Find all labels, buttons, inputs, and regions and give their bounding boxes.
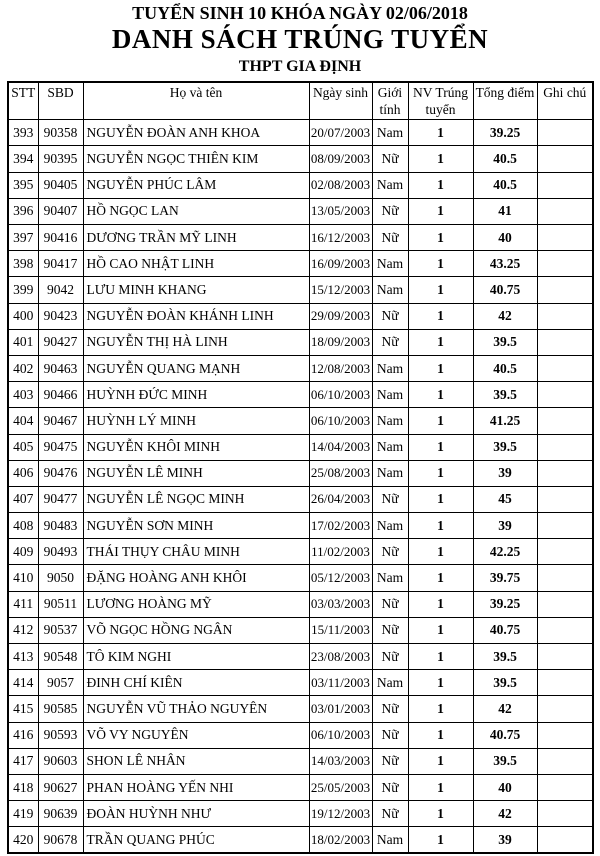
cell-gender: Nam <box>372 408 408 434</box>
cell-name: NGUYỄN VŨ THẢO NGUYÊN <box>83 696 309 722</box>
cell-score: 45 <box>473 486 537 512</box>
table-row <box>8 774 593 800</box>
cell-gender: Nam <box>372 565 408 591</box>
cell-sbd: 90395 <box>38 146 83 172</box>
table-row <box>8 198 593 224</box>
cell-name: TÔ KIM NGHI <box>83 644 309 670</box>
cell-stt: 404 <box>8 408 38 434</box>
cell-dob: 06/10/2003 <box>309 408 372 434</box>
cell-name: PHAN HOÀNG YẾN NHI <box>83 774 309 800</box>
admission-table <box>7 81 594 854</box>
cell-score: 39 <box>473 460 537 486</box>
table-row <box>8 460 593 486</box>
cell-gender: Nam <box>372 355 408 381</box>
cell-nv: 1 <box>408 382 473 408</box>
document-title-session: TUYỂN SINH 10 KHÓA NGÀY 02/06/2018 <box>132 3 468 23</box>
cell-dob: 14/03/2003 <box>309 748 372 774</box>
cell-score: 40 <box>473 774 537 800</box>
cell-note <box>537 565 593 591</box>
cell-nv: 1 <box>408 146 473 172</box>
cell-gender: Nữ <box>372 591 408 617</box>
cell-nv: 1 <box>408 722 473 748</box>
cell-gender: Nữ <box>372 539 408 565</box>
cell-sbd: 90463 <box>38 355 83 381</box>
cell-stt: 396 <box>8 198 38 224</box>
cell-dob: 12/08/2003 <box>309 355 372 381</box>
cell-stt: 406 <box>8 460 38 486</box>
cell-note <box>537 460 593 486</box>
cell-gender: Nữ <box>372 303 408 329</box>
cell-stt: 402 <box>8 355 38 381</box>
cell-note <box>537 722 593 748</box>
cell-note <box>537 225 593 251</box>
cell-nv: 1 <box>408 565 473 591</box>
cell-dob: 13/05/2003 <box>309 198 372 224</box>
cell-note <box>537 748 593 774</box>
cell-sbd: 9057 <box>38 670 83 696</box>
table-row <box>8 513 593 539</box>
cell-name: TRẦN QUANG PHÚC <box>83 827 309 853</box>
cell-dob: 08/09/2003 <box>309 146 372 172</box>
cell-score: 39.5 <box>473 748 537 774</box>
cell-dob: 03/01/2003 <box>309 696 372 722</box>
cell-note <box>537 408 593 434</box>
column-header-score: Tổng điểm <box>473 82 537 120</box>
table-row <box>8 565 593 591</box>
cell-score: 42 <box>473 801 537 827</box>
cell-stt: 415 <box>8 696 38 722</box>
cell-nv: 1 <box>408 513 473 539</box>
table-row <box>8 591 593 617</box>
table-row <box>8 120 593 146</box>
cell-dob: 25/08/2003 <box>309 460 372 486</box>
column-header-sbd: SBD <box>38 82 83 120</box>
cell-score: 40.75 <box>473 617 537 643</box>
cell-note <box>537 382 593 408</box>
table-row <box>8 329 593 355</box>
cell-dob: 23/08/2003 <box>309 644 372 670</box>
table-row <box>8 303 593 329</box>
cell-gender: Nam <box>372 434 408 460</box>
cell-sbd: 90475 <box>38 434 83 460</box>
cell-nv: 1 <box>408 696 473 722</box>
cell-score: 39 <box>473 827 537 853</box>
cell-stt: 408 <box>8 513 38 539</box>
cell-nv: 1 <box>408 434 473 460</box>
cell-note <box>537 146 593 172</box>
cell-name: NGUYỄN KHÔI MINH <box>83 434 309 460</box>
cell-score: 39.5 <box>473 329 537 355</box>
cell-dob: 03/03/2003 <box>309 591 372 617</box>
cell-score: 39.25 <box>473 591 537 617</box>
column-header-stt: STT <box>8 82 38 120</box>
cell-gender: Nam <box>372 277 408 303</box>
cell-dob: 15/12/2003 <box>309 277 372 303</box>
cell-name: NGUYỄN LÊ NGỌC MINH <box>83 486 309 512</box>
cell-note <box>537 617 593 643</box>
cell-note <box>537 539 593 565</box>
cell-name: NGUYỄN NGỌC THIÊN KIM <box>83 146 309 172</box>
column-header-gender: Giới tính <box>372 82 408 120</box>
cell-dob: 14/04/2003 <box>309 434 372 460</box>
cell-sbd: 90405 <box>38 172 83 198</box>
cell-sbd: 90593 <box>38 722 83 748</box>
cell-score: 42 <box>473 696 537 722</box>
cell-nv: 1 <box>408 329 473 355</box>
column-header-name: Họ và tên <box>83 82 309 120</box>
cell-nv: 1 <box>408 408 473 434</box>
cell-stt: 400 <box>8 303 38 329</box>
cell-dob: 26/04/2003 <box>309 486 372 512</box>
cell-score: 42.25 <box>473 539 537 565</box>
cell-gender: Nữ <box>372 486 408 512</box>
cell-sbd: 90358 <box>38 120 83 146</box>
cell-note <box>537 670 593 696</box>
cell-gender: Nam <box>372 827 408 853</box>
cell-score: 39 <box>473 513 537 539</box>
table-row <box>8 644 593 670</box>
cell-gender: Nữ <box>372 722 408 748</box>
cell-nv: 1 <box>408 591 473 617</box>
cell-nv: 1 <box>408 225 473 251</box>
table-row <box>8 408 593 434</box>
cell-stt: 409 <box>8 539 38 565</box>
cell-stt: 395 <box>8 172 38 198</box>
cell-score: 39.5 <box>473 382 537 408</box>
cell-name: NGUYỄN LÊ MINH <box>83 460 309 486</box>
cell-gender: Nữ <box>372 748 408 774</box>
cell-sbd: 90427 <box>38 329 83 355</box>
cell-stt: 407 <box>8 486 38 512</box>
cell-score: 43.25 <box>473 251 537 277</box>
cell-nv: 1 <box>408 801 473 827</box>
cell-sbd: 90476 <box>38 460 83 486</box>
cell-name: LƯƠNG HOÀNG MỸ <box>83 591 309 617</box>
cell-note <box>537 172 593 198</box>
cell-name: NGUYỄN THỊ HÀ LINH <box>83 329 309 355</box>
cell-sbd: 90416 <box>38 225 83 251</box>
cell-sbd: 90585 <box>38 696 83 722</box>
cell-note <box>537 329 593 355</box>
cell-dob: 18/02/2003 <box>309 827 372 853</box>
cell-name: HỒ NGỌC LAN <box>83 198 309 224</box>
cell-sbd: 90467 <box>38 408 83 434</box>
cell-score: 40.5 <box>473 146 537 172</box>
column-header-note: Ghi chú <box>537 82 593 120</box>
cell-sbd: 90548 <box>38 644 83 670</box>
cell-nv: 1 <box>408 120 473 146</box>
cell-gender: Nam <box>372 382 408 408</box>
cell-name: ĐINH CHÍ KIÊN <box>83 670 309 696</box>
cell-score: 39.5 <box>473 670 537 696</box>
table-row <box>8 801 593 827</box>
cell-gender: Nam <box>372 120 408 146</box>
cell-stt: 419 <box>8 801 38 827</box>
table-row <box>8 225 593 251</box>
cell-gender: Nam <box>372 670 408 696</box>
cell-note <box>537 434 593 460</box>
cell-score: 39.5 <box>473 644 537 670</box>
cell-gender: Nữ <box>372 329 408 355</box>
cell-nv: 1 <box>408 774 473 800</box>
table-row <box>8 146 593 172</box>
cell-note <box>537 277 593 303</box>
cell-stt: 411 <box>8 591 38 617</box>
cell-name: HUỲNH ĐỨC MINH <box>83 382 309 408</box>
cell-score: 40.75 <box>473 277 537 303</box>
table-row <box>8 670 593 696</box>
cell-nv: 1 <box>408 172 473 198</box>
cell-dob: 17/02/2003 <box>309 513 372 539</box>
cell-stt: 413 <box>8 644 38 670</box>
cell-nv: 1 <box>408 355 473 381</box>
cell-score: 41.25 <box>473 408 537 434</box>
cell-score: 39.25 <box>473 120 537 146</box>
cell-sbd: 90477 <box>38 486 83 512</box>
cell-name: NGUYỄN QUANG MẠNH <box>83 355 309 381</box>
cell-note <box>537 251 593 277</box>
cell-gender: Nữ <box>372 696 408 722</box>
cell-dob: 02/08/2003 <box>309 172 372 198</box>
cell-dob: 05/12/2003 <box>309 565 372 591</box>
cell-sbd: 90603 <box>38 748 83 774</box>
cell-stt: 416 <box>8 722 38 748</box>
cell-nv: 1 <box>408 303 473 329</box>
cell-name: ĐOÀN HUỲNH NHƯ <box>83 801 309 827</box>
cell-note <box>537 120 593 146</box>
cell-gender: Nữ <box>372 146 408 172</box>
cell-note <box>537 198 593 224</box>
cell-dob: 25/05/2003 <box>309 774 372 800</box>
table-row <box>8 827 593 853</box>
cell-note <box>537 486 593 512</box>
cell-dob: 03/11/2003 <box>309 670 372 696</box>
cell-name: VÕ NGỌC HỒNG NGÂN <box>83 617 309 643</box>
cell-nv: 1 <box>408 748 473 774</box>
column-header-dob: Ngày sinh <box>309 82 372 120</box>
cell-score: 41 <box>473 198 537 224</box>
cell-nv: 1 <box>408 486 473 512</box>
cell-note <box>537 513 593 539</box>
cell-name: NGUYỄN PHÚC LÂM <box>83 172 309 198</box>
cell-dob: 06/10/2003 <box>309 382 372 408</box>
table-row <box>8 696 593 722</box>
cell-sbd: 90537 <box>38 617 83 643</box>
cell-sbd: 90483 <box>38 513 83 539</box>
cell-nv: 1 <box>408 670 473 696</box>
cell-nv: 1 <box>408 251 473 277</box>
cell-gender: Nam <box>372 513 408 539</box>
cell-stt: 410 <box>8 565 38 591</box>
cell-dob: 29/09/2003 <box>309 303 372 329</box>
cell-score: 39.5 <box>473 434 537 460</box>
cell-stt: 414 <box>8 670 38 696</box>
cell-name: SHON LÊ NHÂN <box>83 748 309 774</box>
column-header-nv: NV Trúng tuyển <box>408 82 473 120</box>
cell-note <box>537 355 593 381</box>
cell-dob: 19/12/2003 <box>309 801 372 827</box>
cell-note <box>537 303 593 329</box>
cell-name: LƯU MINH KHANG <box>83 277 309 303</box>
table-header-row <box>8 82 593 120</box>
table-row <box>8 617 593 643</box>
cell-gender: Nam <box>372 251 408 277</box>
cell-sbd: 90511 <box>38 591 83 617</box>
cell-sbd: 90417 <box>38 251 83 277</box>
cell-sbd: 90407 <box>38 198 83 224</box>
table-row <box>8 172 593 198</box>
cell-sbd: 9042 <box>38 277 83 303</box>
cell-score: 39.75 <box>473 565 537 591</box>
cell-note <box>537 644 593 670</box>
cell-score: 40.5 <box>473 172 537 198</box>
cell-sbd: 90627 <box>38 774 83 800</box>
cell-note <box>537 696 593 722</box>
cell-stt: 394 <box>8 146 38 172</box>
cell-note <box>537 827 593 853</box>
cell-sbd: 90639 <box>38 801 83 827</box>
cell-stt: 398 <box>8 251 38 277</box>
cell-name: VÕ VY NGUYÊN <box>83 722 309 748</box>
cell-score: 40.5 <box>473 355 537 381</box>
admitted-table-body <box>8 120 593 853</box>
cell-stt: 420 <box>8 827 38 853</box>
cell-nv: 1 <box>408 460 473 486</box>
cell-stt: 418 <box>8 774 38 800</box>
cell-name: NGUYỄN ĐOÀN KHÁNH LINH <box>83 303 309 329</box>
table-row <box>8 539 593 565</box>
cell-stt: 401 <box>8 329 38 355</box>
cell-dob: 20/07/2003 <box>309 120 372 146</box>
table-row <box>8 722 593 748</box>
cell-name: THÁI THỤY CHÂU MINH <box>83 539 309 565</box>
table-header <box>8 82 593 120</box>
cell-sbd: 9050 <box>38 565 83 591</box>
table-row <box>8 277 593 303</box>
cell-gender: Nữ <box>372 617 408 643</box>
table-row <box>8 486 593 512</box>
table-row <box>8 355 593 381</box>
cell-dob: 06/10/2003 <box>309 722 372 748</box>
cell-name: NGUYỄN SƠN MINH <box>83 513 309 539</box>
cell-stt: 393 <box>8 120 38 146</box>
table-row <box>8 382 593 408</box>
cell-stt: 412 <box>8 617 38 643</box>
cell-score: 40.75 <box>473 722 537 748</box>
cell-note <box>537 591 593 617</box>
cell-sbd: 90466 <box>38 382 83 408</box>
cell-stt: 397 <box>8 225 38 251</box>
cell-dob: 15/11/2003 <box>309 617 372 643</box>
cell-nv: 1 <box>408 617 473 643</box>
table-row <box>8 434 593 460</box>
cell-name: HUỲNH LÝ MINH <box>83 408 309 434</box>
cell-stt: 417 <box>8 748 38 774</box>
cell-stt: 403 <box>8 382 38 408</box>
cell-stt: 405 <box>8 434 38 460</box>
cell-dob: 11/02/2003 <box>309 539 372 565</box>
cell-gender: Nam <box>372 172 408 198</box>
cell-gender: Nữ <box>372 198 408 224</box>
cell-score: 42 <box>473 303 537 329</box>
cell-gender: Nữ <box>372 644 408 670</box>
table-row <box>8 251 593 277</box>
cell-gender: Nữ <box>372 774 408 800</box>
cell-nv: 1 <box>408 198 473 224</box>
document-title-main: DANH SÁCH TRÚNG TUYỂN <box>111 23 489 54</box>
cell-name: DƯƠNG TRẦN MỸ LINH <box>83 225 309 251</box>
cell-sbd: 90678 <box>38 827 83 853</box>
cell-sbd: 90423 <box>38 303 83 329</box>
cell-dob: 16/12/2003 <box>309 225 372 251</box>
cell-name: ĐẶNG HOÀNG ANH KHÔI <box>83 565 309 591</box>
cell-name: NGUYỄN ĐOÀN ANH KHOA <box>83 120 309 146</box>
cell-score: 40 <box>473 225 537 251</box>
cell-note <box>537 774 593 800</box>
cell-gender: Nữ <box>372 801 408 827</box>
document-title-school: THPT GIA ĐỊNH <box>238 58 362 76</box>
cell-nv: 1 <box>408 277 473 303</box>
cell-sbd: 90493 <box>38 539 83 565</box>
cell-name: HỒ CAO NHẬT LINH <box>83 251 309 277</box>
cell-note <box>537 801 593 827</box>
cell-nv: 1 <box>408 539 473 565</box>
cell-gender: Nữ <box>372 225 408 251</box>
table-row <box>8 748 593 774</box>
cell-gender: Nam <box>372 460 408 486</box>
cell-nv: 1 <box>408 827 473 853</box>
cell-stt: 399 <box>8 277 38 303</box>
cell-dob: 18/09/2003 <box>309 329 372 355</box>
cell-nv: 1 <box>408 644 473 670</box>
cell-dob: 16/09/2003 <box>309 251 372 277</box>
